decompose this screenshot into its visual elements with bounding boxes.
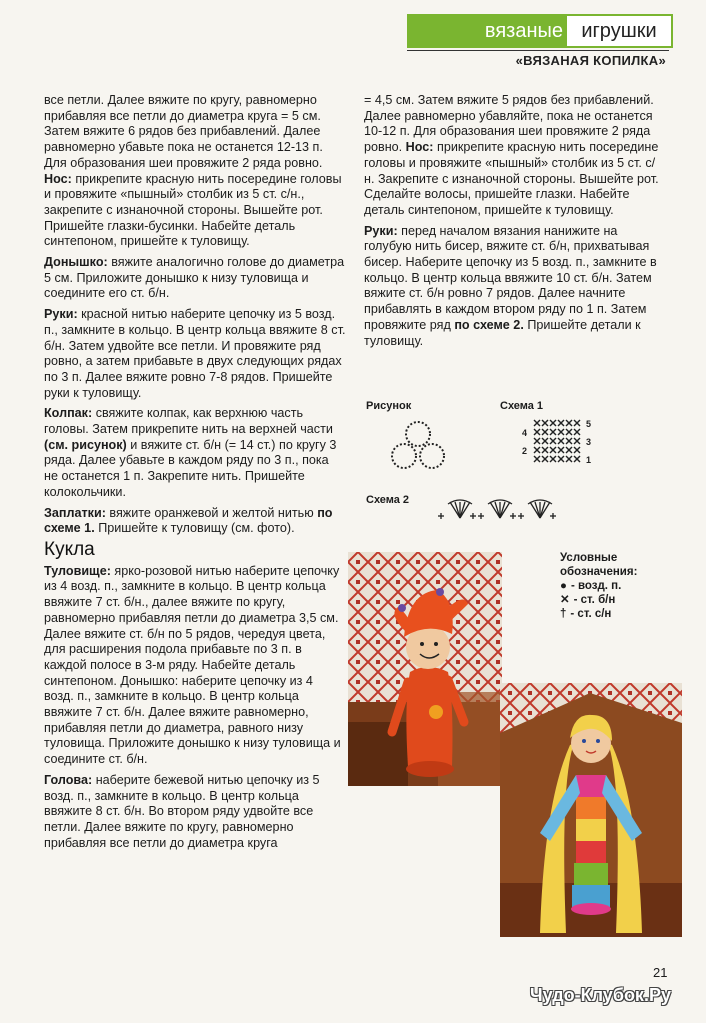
header-left: вязаные <box>407 14 571 48</box>
paragraph: Донышко: вяжите аналогично голове до диаметра 5 см. Приложите донышко к низу туловища и соедините его ст. б/н. <box>44 255 345 301</box>
section-header <box>407 14 675 48</box>
paragraph: Руки: перед началом вязания нанижите на голубую нить бисер, вяжите ст. б/н, прихватывая бисер. Наберите цепочку из 5 возд. п., замкните в кольцо. В центр кольца ввяжите 10 ст. б/н. Затем вяжите ст. б/н ровно 7 рядов. Далее начните прибавлять в каждом втором ряду по 1 п. Затем провяжите ряд по схеме 2. Пришейте детали к туловищу. <box>364 223 657 348</box>
schema1-row-2: 2 <box>522 446 528 456</box>
section-heading-doll: Кукла <box>44 538 95 560</box>
risunok-diagram <box>388 418 448 474</box>
paragraph: Колпак: свяжите колпак, как верхнюю часть головы. Затем прикрепите нить на верхней части (см. рисунок) и вяжите ст. б/н (= 14 ст.) по кругу 3 ряда. Далее убавьте в каждом ряду по 3 п., пока не останется 1 п. Закрепите нить. Пришейте колокольчики. <box>44 406 337 499</box>
legend-item: ● - возд. п. <box>560 580 622 592</box>
dot-icon: ● <box>560 580 567 592</box>
legend-item: † - ст. с/н <box>560 608 612 620</box>
schema2-label: Схема 2 <box>366 494 410 506</box>
cross-icon: ✕ <box>560 594 570 606</box>
dagger-icon: † <box>560 608 567 620</box>
photo-doll-toy <box>500 683 682 937</box>
paragraph: = 4,5 см. Затем вяжите 5 рядов без прибавлений. Далее равномерно убавляйте, пока не останется 10-12 п. Для образования шеи провяжите 2 ряда ровно. Нос: прикрепите красную нить посередине головы и провяжите «пышный» столбик из 5 ст. с/н. Закрепите с изнаночной стороны. Вышейте рот. Сделайте волосы, пришейте глазки. Набейте деталь синтепоном, пришейте к туловищу. <box>364 93 659 217</box>
paragraph: Руки: красной нитью наберите цепочку из 5 возд. п., замкните в кольцо. В центр кольца ввяжите 8 ст. б/н. Затем удвойте все петли. И провяжите ряд ровно, а затем прибавьте в двух следующих рядах по 3 п. Далее вяжите ровно 7-8 рядов. Пришейте руки к туловищу. <box>44 307 346 400</box>
schema1-row-5: 5 <box>586 419 592 429</box>
page-number: 21 <box>653 965 668 980</box>
schema1-diagram <box>522 416 592 468</box>
watermark: Чудо-Клубок.Ру <box>530 985 671 1005</box>
legend <box>560 551 637 621</box>
schema2-diagram <box>436 496 568 524</box>
left-column <box>44 93 346 856</box>
photo-clown-toy <box>348 552 502 786</box>
right-column <box>364 93 664 354</box>
schema1-row-4: 4 <box>522 428 528 438</box>
paragraph: Заплатки: вяжите оранжевой и желтой нитью по схеме 1. Пришейте к туловищу (см. фото). <box>44 505 333 536</box>
article-subtitle: «ВЯЗАНАЯ КОПИЛКА» <box>515 53 666 68</box>
legend-item: ✕ - ст. б/н <box>560 594 616 606</box>
schema1-row-3: 3 <box>586 437 592 447</box>
schema1-label: Схема 1 <box>500 400 544 412</box>
risunok-label: Рисунок <box>366 400 412 412</box>
paragraph: Туловище: ярко-розовой нитью наберите цепочку из 4 возд. п., замкните в кольцо. В центр кольца ввяжите 7 ст. б/н., далее вяжите по кругу, равномерно прибавляя петли до диаметра 3,5 см. Далее вяжите ст. б/н по 5 рядов, чередуя цвета, для расширения подола прибавьте по 3 п. в каждой полосе в 3-м ряду. Набейте деталь синтепоном. Донышко: наберите цепочку из 4 возд. п., замкните в кольцо. В центр кольца ввяжите 7 ст. б/н. Далее вяжите равномерно, прибавляя петли до диаметра, равного низу туловища. Приложите донышко к низу туловища и соедините ст. б/н. <box>44 563 341 767</box>
legend-title: Условные <box>560 552 618 564</box>
header-right: игрушки <box>565 14 673 48</box>
paragraph: Голова: наберите бежевой нитью цепочку из 5 возд. п., замкните в кольцо. В центр кольца ввяжите 8 ст. б/н. Во втором ряду удвойте все петли. Далее вяжите по кругу, равномерно прибавляя все петли до диаметра круга <box>44 772 320 850</box>
paragraph: все петли. Далее вяжите по кругу, равномерно прибавляя все петли до диаметра круга = 5 см. Затем вяжите 6 рядов без прибавлений. Далее равномерно убавьте пока не останется 12-13 п. Для образования шеи провяжите 2 ряда ровно. Нос: прикрепите красную нить посередине головы и провяжите «пышный» столбик из 5 ст. с/н., закрепите с изнаночной стороны. Вышейте рот. Пришейте глазки-бусинки. Набейте деталь синтепоном, пришейте к туловищу. <box>44 93 342 249</box>
schema1-row-1: 1 <box>586 455 592 465</box>
legend-title: обозначения: <box>560 566 638 578</box>
header-rule <box>407 50 669 51</box>
